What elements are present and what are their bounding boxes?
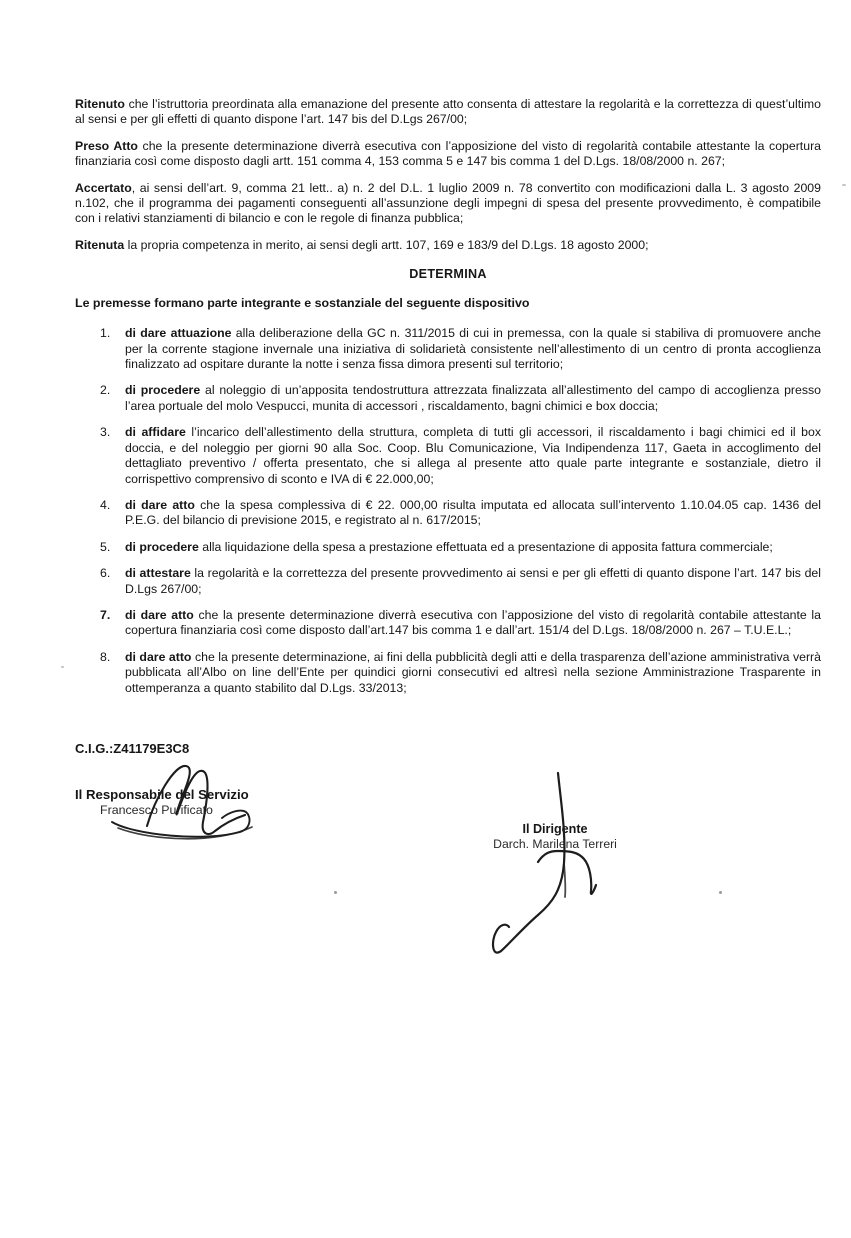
- item-lead: di dare atto: [125, 497, 195, 512]
- list-item-6: [75, 566, 821, 597]
- list-item-3: [75, 425, 821, 487]
- list-item-7: [75, 608, 821, 639]
- scan-speck: [842, 184, 846, 186]
- signature-title-responsabile: Il Responsabile del Servizio: [75, 787, 249, 802]
- item-text: [125, 383, 821, 414]
- item-text: [125, 650, 821, 696]
- item-rest: che la spesa complessiva di € 22. 000,00 risulta imputata ed allocata sull’intervento 1.10.04.05 cap. 1436 del P.E.G. del bilancio di previsione 2015, e registrato al n. 617/2015;: [125, 497, 821, 528]
- item-text: [125, 566, 821, 597]
- signature-name-responsabile: Francesco Purificato: [100, 803, 213, 817]
- determina-heading: DETERMINA: [409, 267, 487, 282]
- item-number: 8.: [100, 649, 111, 664]
- premesse-heading: Le premesse formano parte integrante e sostanziale del seguente dispositivo: [75, 296, 530, 311]
- paragraph-text: , ai sensi dell’art. 9, comma 21 lett.. a) n. 2 del D.L. 1 luglio 2009 n. 78 convertito con modificazioni dalla L. 3 agosto 2009 n.102, che il programma dei pagamenti conseguenti all’assunzione degli impegni di spesa del presente provvedimento, è compatibile con i relativi stanziamenti di bilancio e con le regole di finanza pubblica;: [75, 180, 821, 226]
- paragraph-ritenuto: [75, 97, 821, 128]
- scan-speck: [334, 891, 337, 894]
- item-rest: che la presente determinazione diverrà esecutiva con l’apposizione del visto di regolarità contabile attestante la copertura finanziaria così come disposto dall’art.147 bis comma 1 e dall’art. 151/4 del D.Lgs. 18/08/2000 n. 267 – T.U.E.L.;: [125, 607, 822, 638]
- list-item-4: [75, 498, 821, 529]
- item-text: [125, 425, 821, 487]
- item-lead: di dare atto: [125, 649, 192, 664]
- item-lead: di procedere: [125, 539, 199, 554]
- item-number: 1.: [100, 326, 111, 341]
- paragraph-text: che la presente determinazione diverrà esecutiva con l’apposizione del visto di regolarità contabile attestante la copertura finanziaria così come disposto dagli artt. 151 comma 4, 153 comma 5 e 147 bis comma 1 del D.Lgs. 18/08/2000 n. 267;: [75, 138, 821, 169]
- list-item-8: [75, 650, 821, 696]
- item-text: [125, 540, 821, 555]
- paragraph-lead: Ritenuta: [75, 237, 125, 252]
- document-body: [75, 97, 821, 707]
- item-lead: di dare atto: [125, 607, 194, 622]
- paragraph-accertato: [75, 181, 821, 227]
- item-number: 2.: [100, 383, 111, 398]
- item-rest: che la presente determinazione, ai fini della pubblicità degli atti e della trasparenza dell’azione amministrativa verrà pubblicata all’Albo on line dell’Ente per quindici giorni consecutivi ed altresì nella sezione Amministrazione Trasparente in ottemperanza a quanto stabilito dal D.Lgs. 33/2013;: [125, 649, 821, 695]
- list-item-5: [75, 540, 821, 555]
- item-rest: alla deliberazione della GC n. 311/2015 di cui in premessa, con la quale si stabiliva di promuovere anche per la corrente stagione invernale una iniziativa di solidarietà consistente nell’allestimento di un centro di pronta accoglienza finalizzato ad ospitare durante la notte i senza fissa dimora presenti sul territorio;: [125, 326, 821, 372]
- item-text: [125, 608, 821, 639]
- item-number: 3.: [100, 425, 111, 440]
- item-rest: al noleggio di un’apposita tendostruttura attrezzata finalizzata all’allestimento del campo di accoglienza presso l’area portuale del molo Vespucci, munita di accessori , riscaldamento, bagni chimici e box doccia;: [125, 383, 821, 413]
- item-number: 6.: [100, 566, 111, 581]
- item-text: [125, 498, 821, 529]
- signature-name-dirigente: Darch. Marilena Terreri: [493, 837, 617, 851]
- item-number: 4.: [100, 497, 111, 512]
- paragraph-text: che l’istruttoria preordinata alla emanazione del presente atto consenta di attestare la regolarità e la correttezza di quest’ultimo al sensi e per gli effetti di quanto dispone l’art. 147 bis del D.Lgs 267/00;: [75, 97, 821, 127]
- paragraph-lead: Ritenuto: [75, 97, 125, 111]
- paragraph-lead: Preso Atto: [75, 138, 138, 153]
- scan-speck: [61, 666, 64, 668]
- list-item-1: [75, 326, 821, 372]
- paragraph-ritenuta: [75, 238, 821, 253]
- item-text: [125, 326, 821, 372]
- paragraph-text: la propria competenza in merito, ai sensi degli artt. 107, 169 e 183/9 del D.Lgs. 18 agosto 2000;: [124, 237, 649, 252]
- handwritten-signature-dirigente: [480, 765, 630, 980]
- item-number: 5.: [100, 539, 111, 554]
- item-lead: di attestare: [125, 566, 191, 581]
- item-rest: alla liquidazione della spesa a prestazione effettuata ed a presentazione di apposita fattura commerciale;: [198, 539, 773, 554]
- item-lead: di dare attuazione: [125, 326, 232, 341]
- signature-block-dirigente: [470, 822, 640, 851]
- signature-title-dirigente: Il Dirigente: [522, 822, 588, 836]
- paragraph-preso-atto: [75, 139, 821, 170]
- scan-speck: [719, 891, 722, 894]
- cig-code: C.I.G.:Z41179E3C8: [75, 741, 190, 756]
- item-rest: la regolarità e la correttezza del presente provvedimento ai sensi e per gli effetti di quanto dispone l’art. 147 bis del D.Lgs 267/00;: [125, 566, 821, 596]
- item-lead: di procedere: [125, 383, 201, 398]
- item-lead: di affidare: [125, 425, 186, 440]
- signature-block-responsabile: [75, 787, 249, 817]
- item-number: 7.: [100, 607, 111, 622]
- list-item-2: [75, 383, 821, 414]
- item-rest: l’incarico dell’allestimento della struttura, completa di tutti gli accessori, il riscaldamento i bagi chimici ed il box doccia, e del noleggio per giorni 90 alla Soc. Coop. Blu Comunicazione, Via Indipendenza 117, Gaeta in accoglimento del dettagliato preventivo / offerta presentato, che si allega al presente atto quale parte integrante e sostanziale, dietro il corrispettivo comprensivo di sconto e IVA di € 22.000,00;: [125, 425, 822, 486]
- paragraph-lead: Accertato: [75, 180, 132, 195]
